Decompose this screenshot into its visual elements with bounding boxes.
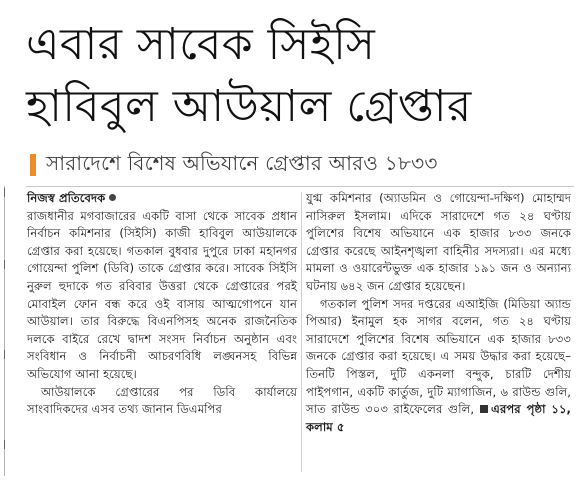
adjacent-column-fragment — [0, 260, 5, 269]
article-paragraph: যুগ্ম কমিশনার (অ্যাডমিন ও গোয়েন্দা-দক্ষিণ) মোহাম্মদ নাসিরুল ইসলাম। এদিকে সারাদেশে গত ২৪ ঘণ্টায় পুলিশের বিশেষ অভিযানে এক হাজার ৮৩৩ জনকে গ্রেপ্তার করেছে আইনশৃঙ্খলা বাহিনীর সদস্যরা। এর মধ্যে মামলা ও ওয়ারেন্টভুক্ত এক হাজার ১৯১ জন ও অন্যান্য ঘটনায় ৬৪২ জন গ্রেপ্তার হয়েছেন। — [306, 191, 571, 293]
accent-bar — [30, 154, 36, 176]
headline — [26, 14, 571, 138]
continued-on-page[interactable]: এরপর পৃষ্ঠা ১১, কলাম ৫ — [306, 402, 571, 434]
byline: নিজস্ব প্রতিবেদক — [27, 191, 106, 205]
continuation-square-icon — [480, 405, 488, 413]
column-separator — [301, 192, 302, 472]
headline-line-1: এবার সাবেক সিইসি — [26, 19, 376, 70]
adjacent-column-rule — [4, 186, 5, 476]
headline-line-2: হাবিবুল আউয়াল গ্রেপ্তার — [26, 81, 472, 132]
article-paragraph-text: গতকাল পুলিশ সদর দপ্তরের এআইজি (মিডিয়া অ্যান্ড পিআর) ইনামুল হক সাগর বলেন, গত ২৪ ঘণ্টায় সারাদেশে পুলিশের বিশেষ অভিযানে এক হাজার ৮৩৩ জনকে গ্রেপ্তার করা হয়েছে। এ সময় উদ্ধার করা হয়েছে– তিনটি পিস্তল, দুটি একনলা বন্দুক, চারটি দেশীয় পাইপগান, একটি কার্তুজ, দুটি ম্যাগাজিন, ৬ রাউন্ড গুলি, সাত রাউন্ড ৩০৩ রাইফেলের গুলি, — [306, 296, 571, 417]
byline-bullet-icon — [109, 194, 116, 201]
article-paragraph: আউয়ালকে গ্রেপ্তারের পর ডিবি কার্যালয়ে সাংবাদিকদের এসব তথ্য জানান ডিএমপির — [27, 384, 297, 417]
article-column-right — [306, 190, 571, 436]
adjacent-column-fragment — [0, 350, 5, 359]
adjacent-column-fragment — [0, 188, 5, 197]
adjacent-column-fragment — [0, 440, 5, 449]
subheadline — [30, 150, 570, 180]
article-paragraph — [306, 296, 571, 437]
article-paragraph: রাজধানীর মগবাজারের একটি বাসা থেকে সাবেক প্রধান নির্বাচন কমিশনার (সিইসি) কাজী হাবিবুল আউয়ালকে গ্রেপ্তার করা হয়েছে। গতকাল বুধবার দুপুরে ঢাকা মহানগর গোয়েন্দা পুলিশ (ডিবি) তাকে গ্রেপ্তার করে। সাবেক সিইসি নুরুল হুদাকে গত রবিবার উত্তরা থেকে গ্রেপ্তারের পরই মোবাইল ফোন বন্ধ করে ওই বাসায় আত্মগোপনে যান আউয়াল। তার বিরুদ্ধে বিএনপিসহ অনেক রাজনৈতিক দলকে বাইরে রেখে দ্বাদশ সংসদ নির্বাচন অনুষ্ঠান এবং সংবিধান ও নির্বাচনী আচরণবিধি লঙ্ঘনসহ বিভিন্ন অভিযোগ আনা হয়েছে। — [27, 208, 297, 381]
byline-row — [27, 190, 297, 208]
headline-divider — [26, 186, 574, 187]
article-column-left — [27, 190, 297, 419]
subheadline-text: সারাদেশে বিশেষ অভিযানে গ্রেপ্তার আরও ১৮৩৩ — [46, 150, 438, 175]
